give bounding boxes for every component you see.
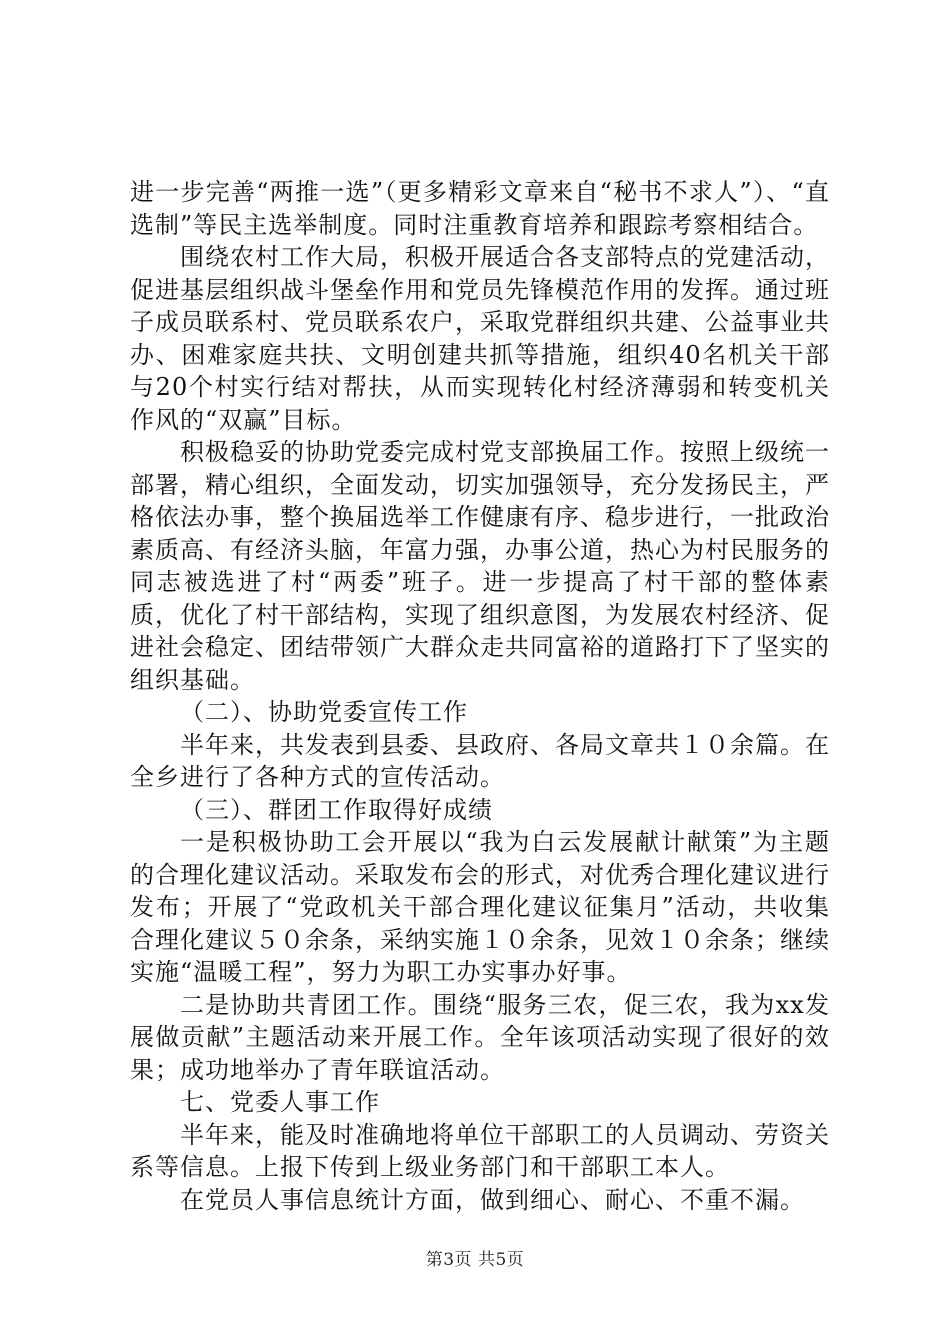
paragraph-personnel: 半年来，能及时准确地将单位干部职工的人员调动、劳资关系等信息。上报下传到上级业务部门和干部职工本人。 <box>130 1120 830 1181</box>
paragraph-party-building: 围绕农村工作大局，积极开展适合各支部特点的党建活动，促进基层组织战斗堡垒作用和党员先锋模范作用的发挥。通过班子成员联系村、党员联系农户，采取党群组织共建、公益事业共办、困难家庭共扶、文明创建共抓等措施，组织40名机关干部与20个村实行结对帮扶，从而实现转化村经济薄弱和转变机关作风的“双赢”目标。 <box>130 243 830 434</box>
paragraph-statistics: 在党员人事信息统计方面，做到细心、耐心、不重不漏。 <box>180 1185 805 1214</box>
body-text <box>130 176 830 1216</box>
paragraph-continued-text: 进一步完善“两推一选”（更多精彩文章来自“秘书不求人”）、“直选制”等民主选举制度。同时注重教育培养和跟踪考察相结合。 <box>130 178 830 239</box>
page-number-footer: 第3页 共5页 <box>425 1250 525 1270</box>
paragraph-branch-election: 积极稳妥的协助党委完成村党支部换届工作。按照上级统一部署，精心组织，全面发动，切实加强领导，充分发扬民主，严格依法办事，整个换届选举工作健康有序、稳步进行，一批政治素质高、有经济头脑，年富力强，办事公道，热心为村民服务的同志被选进了村“两委”班子。进一步提高了村干部的整体素质，优化了村干部结构，实现了组织意图，为发展农村经济、促进社会稳定、团结带领广大群众走共同富裕的道路打下了坚实的组织基础。 <box>130 438 830 694</box>
paragraph-youth-league: 二是协助共青团工作。围绕“服务三农，促三农，我为xx发展做贡献”主题活动来开展工作。全年该项活动实现了很好的效果；成功地举办了青年联谊活动。 <box>130 990 830 1084</box>
section-heading-personnel: 七、党委人事工作 <box>180 1088 380 1116</box>
section-heading-publicity: （二）、协助党委宣传工作 <box>180 698 468 726</box>
paragraph-trade-union: 一是积极协助工会开展以“我为白云发展献计献策”为主题的合理化建议活动。采取发布会的形式，对优秀合理化建议进行发布；开展了“党政机关干部合理化建议征集月”活动，共收集合理化建议５０余条，采纳实施１０余条，见效１０余条；继续实施“温暖工程”，努力为职工办实事办好事。 <box>130 828 830 986</box>
paragraph-publicity: 半年来，共发表到县委、县政府、各局文章共１０余篇。在全乡进行了各种方式的宣传活动。 <box>130 730 830 791</box>
section-heading-mass-groups: （三）、群团工作取得好成绩 <box>180 795 493 824</box>
